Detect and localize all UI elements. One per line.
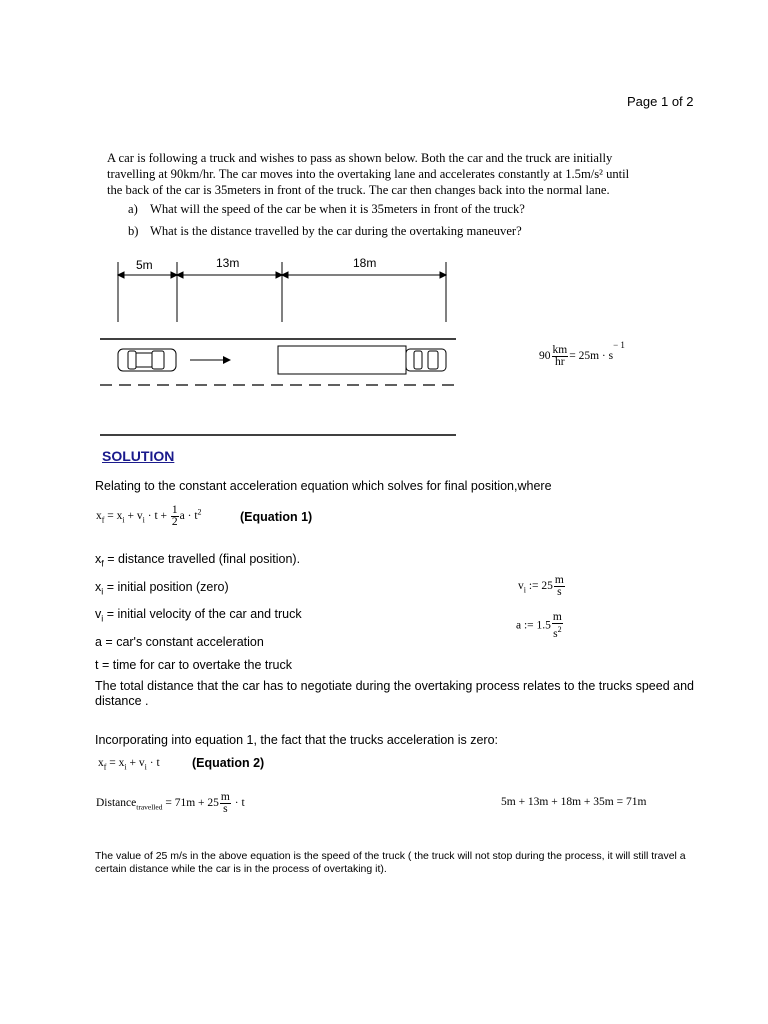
dim-label-18m: 18m xyxy=(353,256,377,270)
footnote-line-2: certain distance while the car is in the process of overtaking it). xyxy=(95,863,387,875)
solution-heading: SOLUTION xyxy=(102,448,175,464)
sum-equation: 5m + 13m + 18m + 35m = 71m xyxy=(501,796,647,808)
overtaking-diagram xyxy=(90,250,470,445)
conversion-unit-den: hr xyxy=(555,356,565,368)
solution-intro: Relating to the constant acceleration equation which solves for final position,where xyxy=(95,479,552,493)
dim-line-13m xyxy=(177,272,282,278)
conversion-lhs: 90 xyxy=(539,350,551,363)
question-a-label: a) xyxy=(128,202,138,216)
def-xi: $x_i$ = initial position (zero) xyxy=(95,579,229,596)
conversion-unit-fraction xyxy=(552,345,569,368)
problem-statement xyxy=(107,150,667,198)
a-value: a := 1.5 $\frac{m}{s^2}$ xyxy=(516,611,562,640)
footnote xyxy=(95,850,745,876)
problem-line-3: the back of the car is 35meters in front of the truck. The car then changes back into the normal lane. xyxy=(107,183,610,197)
conversion-exponent: − 1 xyxy=(613,340,625,351)
direction-arrow-icon xyxy=(190,356,231,364)
question-b-label: b) xyxy=(128,224,139,238)
vi-value: $v_i$ := 25 $\frac{m}{s}$ xyxy=(518,574,564,598)
equation-2-label: (Equation 2) xyxy=(192,756,265,770)
def-t: t = time for car to overtake the truck xyxy=(95,657,292,672)
dim-label-5m: 5m xyxy=(136,258,153,272)
equation-1: $x_f = x_i + v_i \cdot t$ + $\frac{1}{2}$ $a \cdot t^2$ xyxy=(96,504,202,528)
page-number: Page 1 of 2 xyxy=(627,94,694,109)
paragraph-line-1: The total distance that the car has to negotiate during the overtaking process relates to the trucks speed and xyxy=(95,679,694,693)
problem-line-1: A car is following a truck and wishes to pass as shown below. Both the car and the truck are initially xyxy=(107,151,613,165)
speed-conversion xyxy=(539,340,625,368)
conversion-rhs: = 25m · s xyxy=(569,350,614,363)
problem-line-2: travelling at 90km/hr. The car moves into the overtaking lane and accelerates constantly at 1.5m/s² until xyxy=(107,167,630,181)
question-b-text: What is the distance travelled by the car during the overtaking maneuver? xyxy=(150,224,522,238)
question-a-text: What will the speed of the car be when it is 35meters in front of the truck? xyxy=(150,202,525,216)
dim-label-13m: 13m xyxy=(216,256,240,270)
footnote-line-1: The value of 25 m/s in the above equation is the speed of the truck ( the truck will not stop during the process, it will still travel a xyxy=(95,850,686,862)
question-b xyxy=(128,224,522,239)
conversion-unit-num: km xyxy=(552,344,568,356)
equation-2: $x_f = x_i + v_i \cdot t$ xyxy=(98,757,160,772)
paragraph-total-distance xyxy=(95,679,694,709)
dim-line-5m xyxy=(118,272,177,278)
paragraph-line-2: distance . xyxy=(95,694,149,708)
variable-definitions xyxy=(95,548,302,677)
equation-1-label: (Equation 1) xyxy=(240,510,313,524)
def-a: a = car's constant acceleration xyxy=(95,634,264,649)
paragraph-incorporating: Incorporating into equation 1, the fact that the trucks acceleration is zero: xyxy=(95,733,499,747)
question-a xyxy=(128,202,525,217)
def-xf: $x_f$ = distance travelled (final position). xyxy=(95,552,301,569)
car-icon xyxy=(118,349,176,371)
def-vi: $v_i$ = initial velocity of the car and truck xyxy=(95,607,302,624)
distance-equation: Distance$_{travelled}$ = 71m + 25 $\frac{m}{s}$ · t xyxy=(96,791,245,815)
truck-icon xyxy=(278,346,446,374)
dim-line-18m xyxy=(282,272,446,278)
